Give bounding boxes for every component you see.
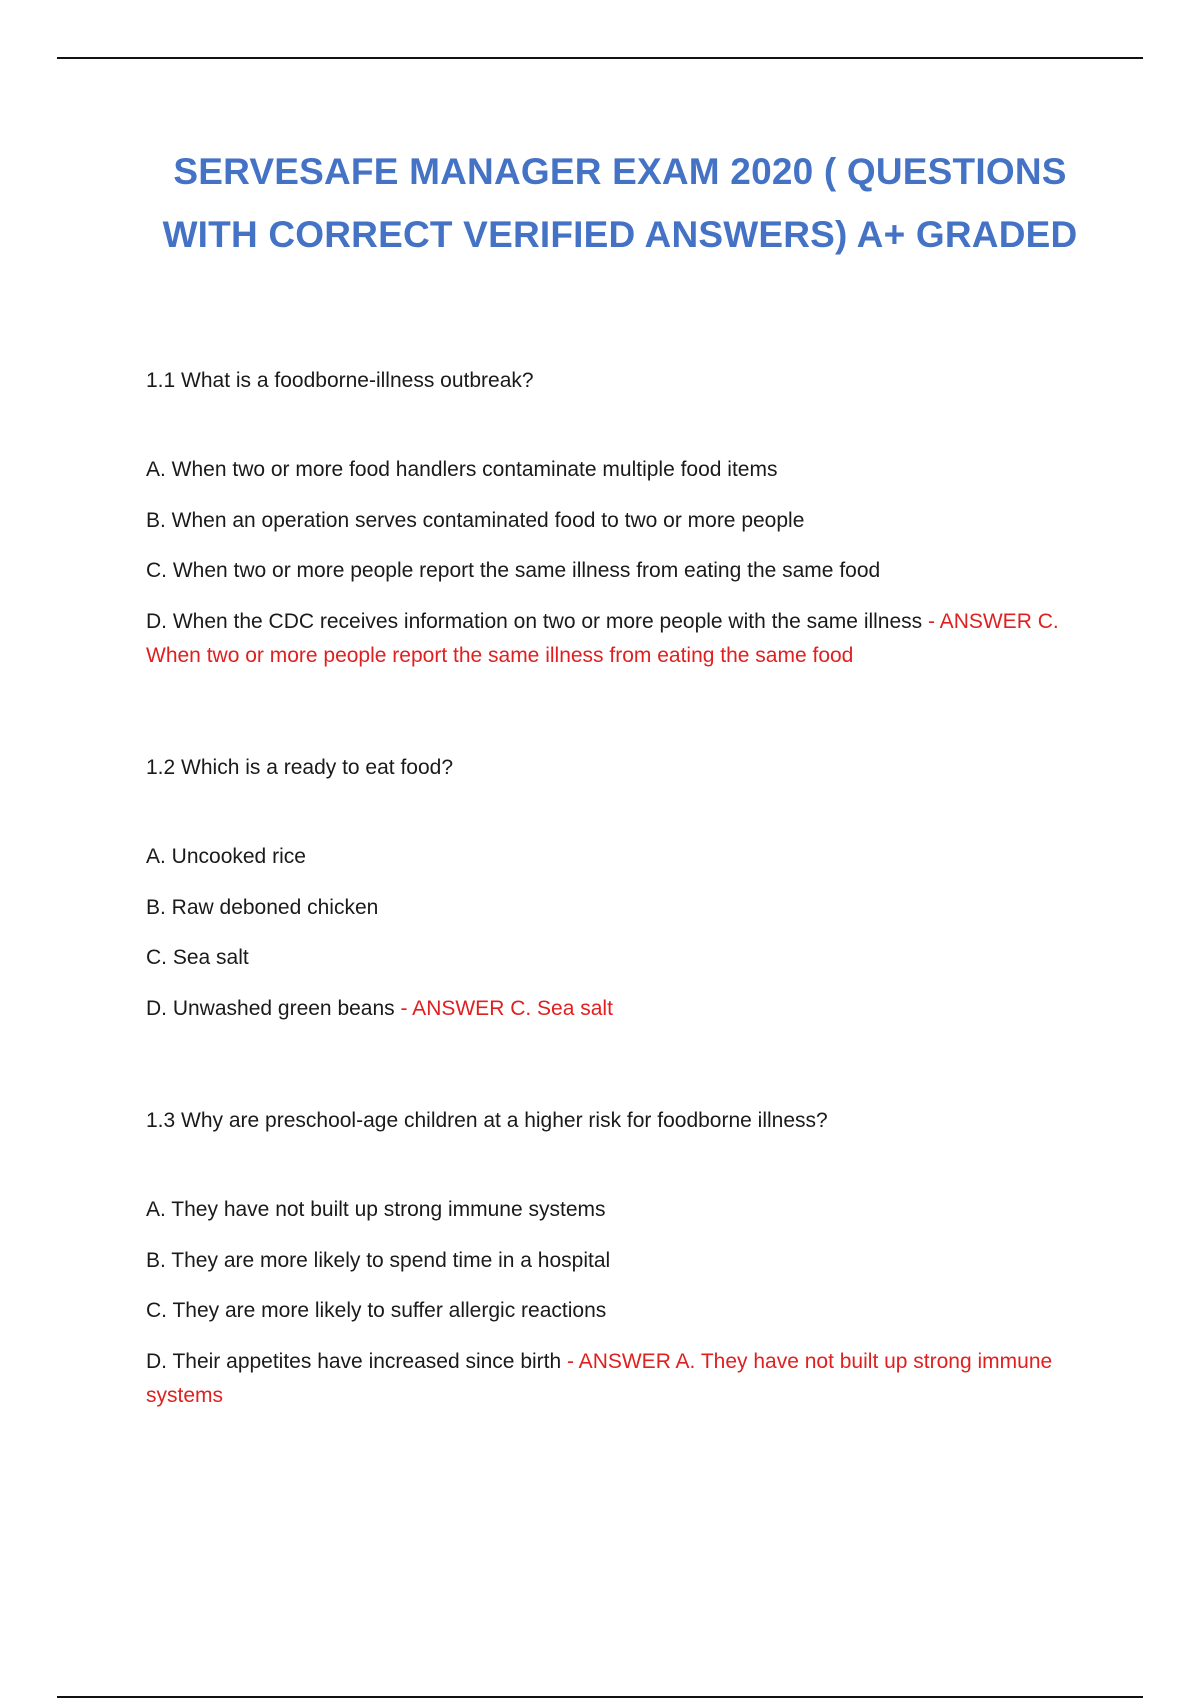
title-line-1: SERVESAFE MANAGER EXAM 2020 ( QUESTIONS [173,151,1067,192]
option-b: B. They are more likely to spend time in a hospital [146,1248,611,1272]
option-a: A. When two or more food handlers contaminate multiple food items [146,458,778,481]
options-list [146,1193,1086,1413]
question-stem: 1.1 What is a foodborne-illness outbreak? [146,369,534,392]
option-c: C. When two or more people report the same illness from eating the same food [146,559,881,582]
footer-rule [57,1696,1143,1698]
options-list [146,840,1086,1026]
option-d-with-answer [146,992,1086,1026]
option-d: D. Unwashed green beans [146,996,395,1020]
option-d: D. Their appetites have increased since birth [146,1349,562,1373]
option-d-with-answer [146,605,1086,673]
option-a: A. Uncooked rice [146,845,306,868]
option-d-with-answer [146,1345,1086,1413]
title-line-2: WITH CORRECT VERIFIED ANSWERS) A+ GRADED [162,214,1078,255]
answer-text: - ANSWER C. When two or more people report the same illness from eating the same food [146,609,1059,667]
question-stem: 1.3 Why are preschool-age children at a higher risk for foodborne illness? [146,1109,828,1132]
question-block [146,751,1086,1042]
option-b: B. Raw deboned chicken [146,895,379,919]
options-list [146,453,1086,673]
option-c: C. They are more likely to suffer allergic reactions [146,1299,607,1322]
option-a: A. They have not built up strong immune systems [146,1198,606,1221]
question-block [146,364,1086,689]
answer-text: - ANSWER A. They have not built up strong immune systems [146,1349,1053,1407]
option-b: B. When an operation serves contaminated food to two or more people [146,508,805,532]
option-c: C. Sea salt [146,946,249,969]
question-block [146,1104,1086,1429]
option-d: D. When the CDC receives information on two or more people with the same illness [146,609,923,633]
header-rule [57,57,1143,59]
answer-text: - ANSWER C. Sea salt [400,996,613,1020]
document-title [100,140,1140,266]
question-stem: 1.2 Which is a ready to eat food? [146,756,454,779]
